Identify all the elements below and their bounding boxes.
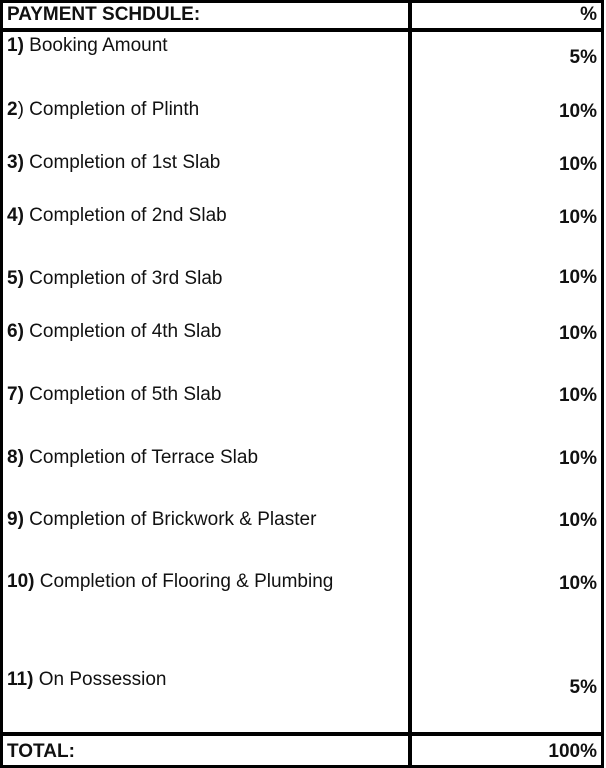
item-label: Completion of 4th Slab <box>23 321 222 342</box>
list-item <box>7 384 221 406</box>
list-item <box>7 509 316 531</box>
list-item <box>7 152 220 174</box>
item-label: Completion of Terrace Slab <box>23 447 259 468</box>
item-number: 8) <box>7 447 24 468</box>
list-item <box>7 99 199 121</box>
item-percent: 5% <box>569 47 597 68</box>
item-label: Completion of 5th Slab <box>23 384 222 405</box>
header-percent-label: % <box>580 4 597 25</box>
item-number: 5) <box>7 268 24 289</box>
item-label: Completion of Flooring & Plumbing <box>34 571 334 592</box>
table-border-top <box>0 0 604 3</box>
item-number: 11) <box>7 669 34 690</box>
item-percent: 10% <box>558 154 597 175</box>
total-divider <box>0 732 604 736</box>
item-percent: 10% <box>558 510 597 531</box>
total-label: TOTAL: <box>7 741 75 762</box>
item-number: 6) <box>7 321 24 342</box>
list-item <box>7 447 258 469</box>
list-item <box>7 571 333 593</box>
list-item <box>7 35 168 57</box>
item-label: Completion of 3rd Slab <box>23 268 223 289</box>
item-percent: 5% <box>569 677 597 698</box>
item-label: Completion of Brickwork & Plaster <box>23 509 317 530</box>
list-item <box>7 205 227 227</box>
item-number: 3) <box>7 152 24 173</box>
item-percent: 10% <box>558 448 597 469</box>
item-label: On Possession <box>33 669 167 690</box>
list-item <box>7 268 222 290</box>
item-label: Completion of 2nd Slab <box>23 205 227 226</box>
item-number: 9) <box>7 509 24 530</box>
item-number: 4) <box>7 205 24 226</box>
item-percent: 10% <box>558 573 597 594</box>
item-percent: 10% <box>558 207 597 228</box>
list-item <box>7 321 221 343</box>
item-label: ) Completion of Plinth <box>17 99 200 120</box>
header-title: PAYMENT SCHDULE: <box>7 4 201 25</box>
header-divider <box>0 28 604 32</box>
total-percent: 100% <box>548 741 597 762</box>
item-percent: 10% <box>558 323 597 344</box>
item-percent: 10% <box>558 385 597 406</box>
item-label: Booking Amount <box>23 35 168 56</box>
table-border-right <box>601 0 604 768</box>
item-number: 7) <box>7 384 24 405</box>
list-item <box>7 669 167 691</box>
item-label: Completion of 1st Slab <box>23 152 221 173</box>
item-percent: 10% <box>558 267 597 288</box>
item-number: 1) <box>7 35 24 56</box>
item-number: 2 <box>7 99 18 120</box>
item-number: 10) <box>7 571 35 592</box>
column-divider <box>408 0 412 768</box>
item-percent: 10% <box>558 101 597 122</box>
table-border-left <box>0 0 3 768</box>
